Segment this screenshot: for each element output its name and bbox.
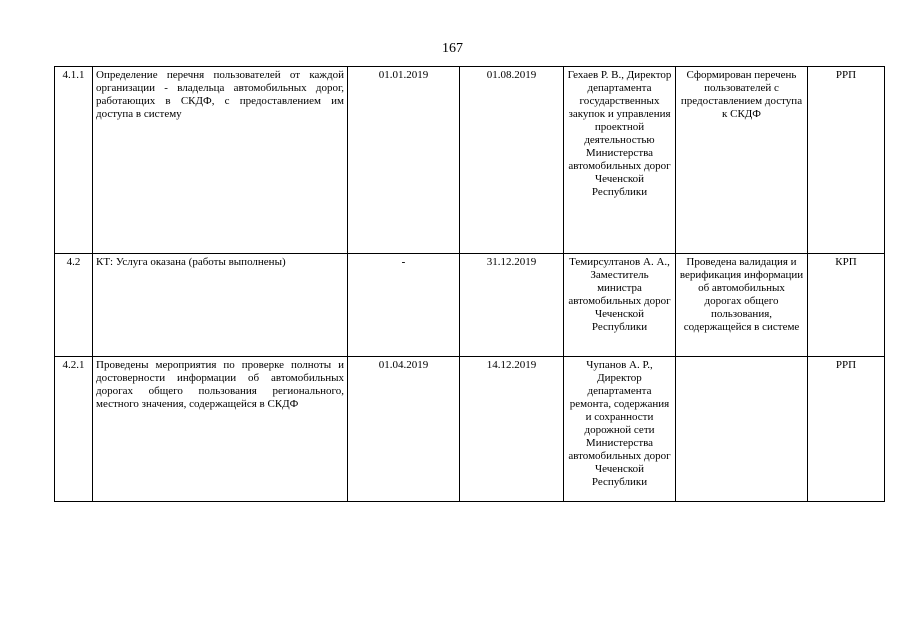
task-name-cell: Определение перечня пользователей от каждой организации - владельца автомобильных дорог, работающих в СКДФ, с предоставлением им доступа в систему [93,67,348,254]
table-row [55,67,885,254]
row-number-cell: 4.2 [55,254,93,357]
start-date-cell: 01.01.2019 [348,67,460,254]
level-cell: КРП [808,254,885,357]
start-date-cell: - [348,254,460,357]
result-cell: Проведена валидация и верификация информации об автомобильных дорогах общего пользования, содержащейся в системе [676,254,808,357]
end-date-cell: 01.08.2019 [460,67,564,254]
responsible-cell: Гехаев Р. В., Директор департамента государственных закупок и управления проектной деятельностью Министерства автомобильных дорог Чеченской Республики [564,67,676,254]
responsible-cell: Темирсултанов А. А., Заместитель министра автомобильных дорог Чеченской Республики [564,254,676,357]
table-row [55,254,885,357]
page-number: 167 [442,41,463,56]
end-date-cell: 31.12.2019 [460,254,564,357]
result-cell: Сформирован перечень пользователей с предоставлением доступа к СКДФ [676,67,808,254]
plan-table [54,66,885,502]
level-cell: РРП [808,357,885,502]
level-cell: РРП [808,67,885,254]
task-name-cell: Проведены мероприятия по проверке полноты и достоверности информации об автомобильных дорогах общего пользования регионального, местного значения, содержащейся в СКДФ [93,357,348,502]
row-number-cell: 4.1.1 [55,67,93,254]
result-cell [676,357,808,502]
row-number-cell: 4.2.1 [55,357,93,502]
start-date-cell: 01.04.2019 [348,357,460,502]
end-date-cell: 14.12.2019 [460,357,564,502]
table-row [55,357,885,502]
task-name-cell: КТ: Услуга оказана (работы выполнены) [93,254,348,357]
responsible-cell: Чупанов А. Р., Директор департамента ремонта, содержания и сохранности дорожной сети Министерства автомобильных дорог Чеченской Республики [564,357,676,502]
